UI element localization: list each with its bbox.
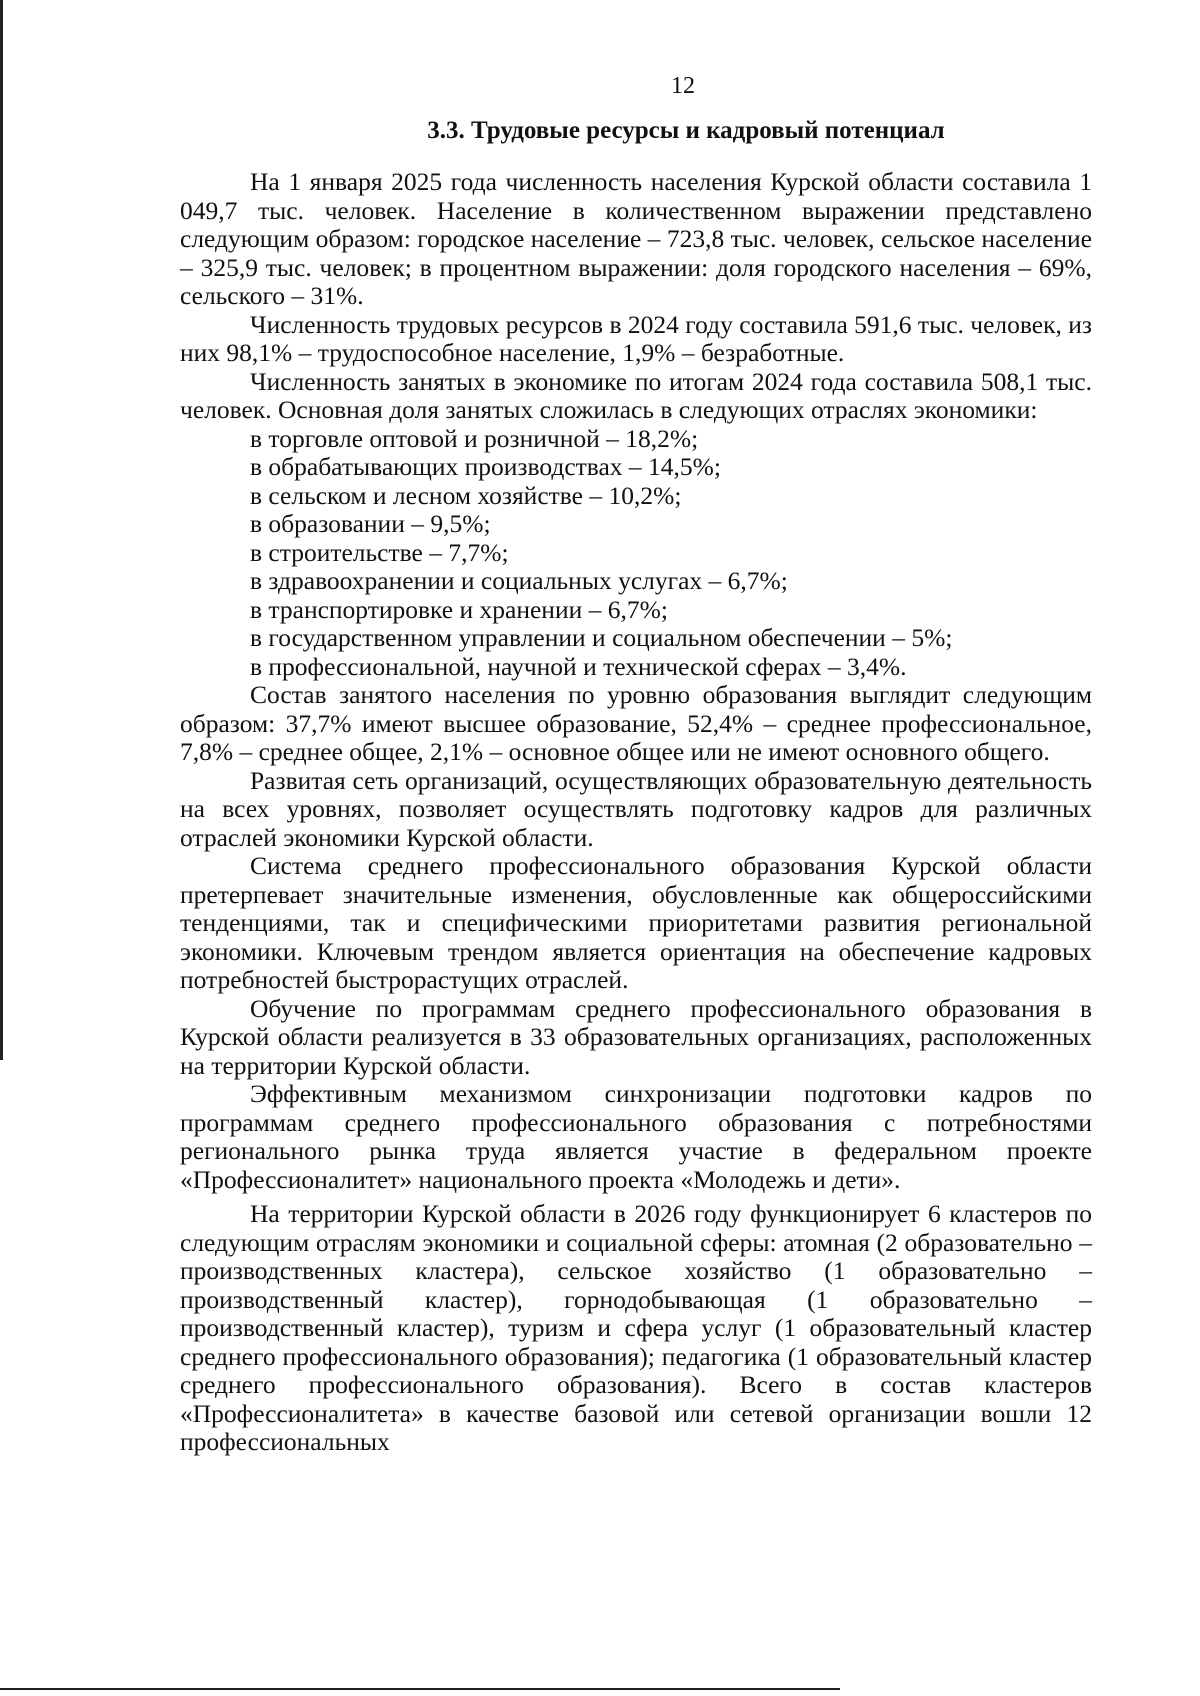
paragraph-education-network: Развитая сеть организаций, осуществляющих образовательную деятельность на всех уровнях, позволяет осуществлять подготовку кадров для различных отраслей экономики Курской области.: [180, 765, 1092, 852]
section-heading: 3.3. Трудовые ресурсы и кадровый потенциал: [427, 117, 945, 144]
paragraph-spo-organizations: Обучение по программам среднего профессионального образования в Курской области реализуется в 33 образовательных организациях, расположенных на территории Курской области.: [180, 993, 1092, 1080]
paragraph-spo-system: Система среднего профессионального образования Курской области претерпевает значительные изменения, обусловленные как общероссийскими тенденциями, так и специфическими приоритетами развития региональной экономики. Ключевым трендом является ориентация на обеспечение кадровых потребностей быстрорастущих отраслей.: [180, 851, 1092, 994]
list-item: в транспортировке и хранении – 6,7%;: [250, 594, 668, 624]
list-item: в обрабатывающих производствах – 14,5%;: [250, 452, 722, 481]
paragraph-labor-resources: Численность трудовых ресурсов в 2024 году составила 591,6 тыс. человек, из них 98,1% – трудоспособное население, 1,9% – безработные.: [180, 309, 1092, 367]
body-text: [180, 168, 1092, 1457]
paragraph-population: На 1 января 2025 года численность населения Курской области составила 1 049,7 тыс. человек. Население в количественном выражении представлено следующим образом: городское население – 723,8 тыс. человек, сельское население – 325,9 тыс. человек; в процентном выражении: доля городского населения – 69%, сельского – 31%.: [180, 167, 1092, 310]
sector-list: [180, 425, 1092, 682]
page-content: [180, 72, 1092, 1457]
page-number: 12: [671, 73, 695, 99]
list-item: в государственном управлении и социальном обеспечении – 5%;: [250, 623, 953, 652]
paragraph-education-level: Состав занятого населения по уровню образования выглядит следующим образом: 37,7% имеют высшее образование, 52,4% – среднее профессиональное, 7,8% – среднее общее, 2,1% – основное общее или не имеют основного общего.: [180, 680, 1092, 766]
list-item: в образовании – 9,5%;: [250, 509, 491, 538]
paragraph-professionalitet: Эффективным механизмом синхронизации подготовки кадров по программам среднего профессионального образования с потребностями регионального рынка труда является участие в федеральном проекте «Профессионалитет» национального проекта «Молодежь и дети».: [180, 1079, 1092, 1194]
paragraph-employment: Численность занятых в экономике по итогам 2024 года составила 508,1 тыс. человек. Основная доля занятых сложилась в следующих отраслях экономики:: [180, 366, 1092, 424]
list-item: в строительстве – 7,7%;: [250, 537, 509, 567]
list-item: в профессиональной, научной и технической сферах – 3,4%.: [250, 651, 907, 681]
paragraph-clusters: На территории Курской области в 2026 году функционирует 6 кластеров по следующим отраслям экономики и социальной сферы: атомная (2 образовательно – производственных кластера), сельское хозяйство (1 образовательно – производственный кластер), горнодобывающая (1 образовательно – производственный кластер), туризм и сфера услуг (1 образовательный кластер среднего профессионального образования); педагогика (1 образовательный кластер среднего профессионального образования). Всего в состав кластеров «Профессионалитета» в качестве базовой или сетевой организации вошли 12 профессиональных: [180, 1199, 1092, 1456]
list-item: в торговле оптовой и розничной – 18,2%;: [250, 423, 699, 453]
list-item: в сельском и лесном хозяйстве – 10,2%;: [250, 480, 682, 510]
scan-left-edge: [0, 0, 3, 1060]
scan-bottom-line: [0, 1688, 840, 1690]
list-item: в здравоохранении и социальных услугах – 6,7%;: [250, 566, 788, 595]
